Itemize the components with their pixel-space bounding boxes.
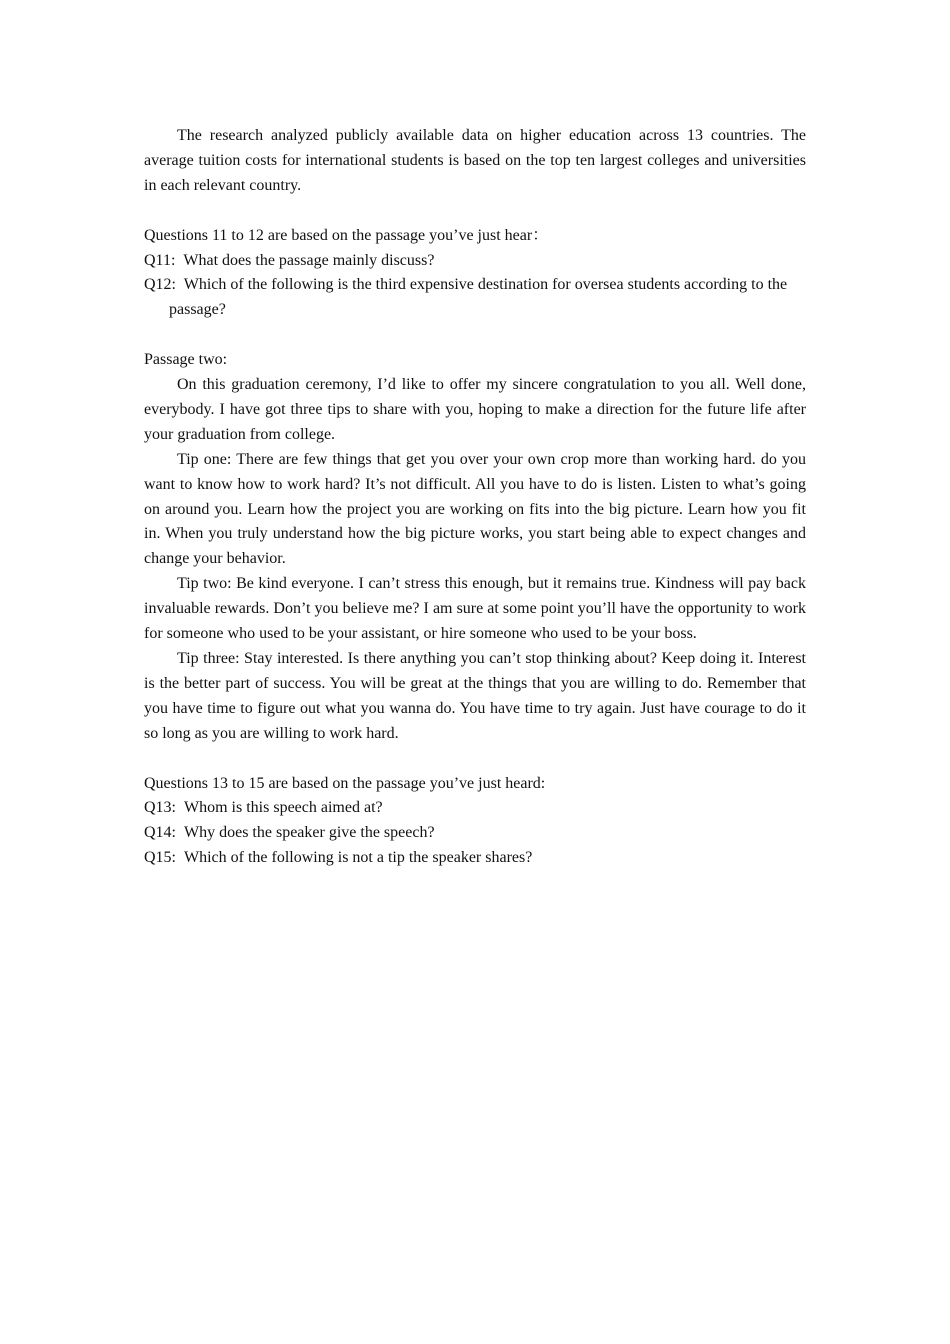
passage-two-paragraph-1: On this graduation ceremony, I’d like to offer my sincere congratulation to you all. Well done, everybody. I have got three tips to share with you, hoping to make a direction for the future life after your graduation from college.: [144, 376, 806, 443]
spacer: [144, 323, 806, 348]
question-text: Whom is this speech aimed at?: [184, 799, 383, 817]
passage-two-paragraph-3: Tip two: Be kind everyone. I can’t stress this enough, but it remains true. Kindness will pay back invaluable rewards. Don’t you believe me? I am sure at some point you’ll have the opportunity to work for someone who used to be your assistant, or hire someone who used to be your boss.: [144, 575, 806, 643]
question-14: [144, 821, 806, 846]
spacer: [144, 199, 806, 224]
question-text: Which of the following is the third expensive destination for oversea students according to the passage?: [169, 276, 788, 319]
document-page: [144, 124, 806, 871]
question-15: [144, 846, 806, 871]
passage-two-paragraph-2: Tip one: There are few things that get you over your own crop more than working hard. do you want to know how to work hard? It’s not difficult. All you have to do is listen. Listen to what’s going on around you. Learn how the project you are working on fits into the big picture. Learn how you fit in. When you truly understand how the big picture works, you start being able to expect changes and change your behavior.: [144, 450, 806, 568]
question-label: Q11:: [144, 251, 184, 269]
question-label: Q12:: [144, 276, 184, 294]
questions-13-15-heading: Questions 13 to 15 are based on the passage you’ve just heard:: [144, 774, 546, 792]
question-11: [144, 249, 806, 274]
question-text: Why does the speaker give the speech?: [184, 824, 435, 842]
spacer: [144, 747, 806, 772]
passage-two-heading: Passage two:: [144, 351, 228, 369]
intro-paragraph: The research analyzed publicly available data on higher education across 13 countries. The average tuition costs for international students is based on the top ten largest colleges and universities in each relevant country.: [144, 127, 806, 194]
questions-11-12-heading: Questions 11 to 12 are based on the passage you’ve just hear：: [144, 226, 549, 244]
question-text: Which of the following is not a tip the speaker shares?: [184, 849, 533, 867]
passage-two-paragraph-4: Tip three: Stay interested. Is there anything you can’t stop thinking about? Keep doing it. Interest is the better part of success. You will be great at the things that you are willing to do. Remember that you have time to figure out what you wanna do. You have time to try again. Just have courage to do it so long as you are willing to work hard.: [144, 650, 806, 742]
question-label: Q13:: [144, 799, 184, 817]
question-13: [144, 796, 806, 821]
question-12: [144, 273, 806, 323]
question-text: What does the passage mainly discuss?: [183, 251, 435, 269]
question-label: Q14:: [144, 824, 184, 842]
question-label: Q15:: [144, 849, 184, 867]
